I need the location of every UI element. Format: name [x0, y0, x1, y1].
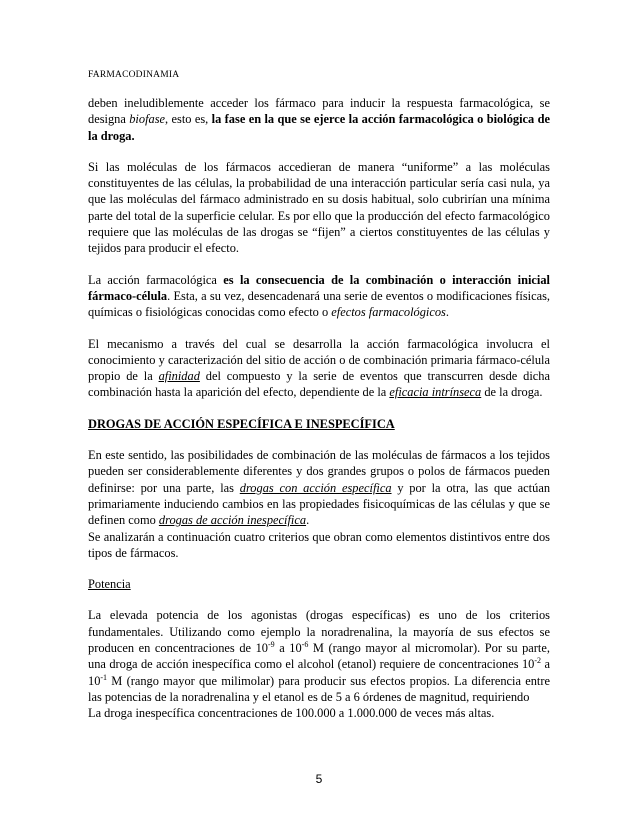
paragraph-mecanismo — [88, 336, 550, 401]
exponent: -6 — [301, 639, 309, 649]
exponent: -2 — [534, 656, 542, 666]
text-span: y por la otra, las que actúan primariamente induciendo cambios en las propiedades fisicoquímicas de las células y que se definen como — [88, 480, 551, 528]
text-span: El mecanismo a través del cual se desarrolla la acción farmacológica involucra el conocimiento y caracterización del sitio de acción o de combinación primaria fármaco-célula propio de la — [88, 336, 550, 384]
text-span: La acción farmacológica — [88, 272, 224, 287]
paragraph-grupos-farmacos — [88, 447, 550, 528]
page-number: 5 — [315, 772, 323, 786]
paragraph-potencia — [88, 607, 550, 705]
running-header: FARMACODINAMIA — [88, 70, 180, 80]
text-span: del compuesto y la serie de eventos que transcurren desde dicha combinación hasta la aparición del efecto, dependiente de la — [88, 369, 550, 400]
text-span: M (rango mayor al micromolar). Por su parte, una droga de acción inespecífica como el alcohol (etanol) requiere de concentraciones 10 — [88, 641, 550, 672]
exponent: -9 — [267, 639, 275, 649]
paragraph-criterios: Se analizarán a continuación cuatro criterios que obran como elementos distintivos entre dos tipos de fármacos. — [88, 529, 550, 560]
document-body — [88, 95, 550, 737]
text-span: , esto es, — [165, 112, 212, 127]
text-span: de la droga. — [481, 385, 543, 400]
text-span: . — [445, 305, 449, 320]
term-drogas-especificas: drogas con acción específica — [239, 480, 392, 495]
emphasis-definition: es la consecuencia de la combinación o interacción inicial fármaco-célula — [88, 272, 550, 303]
term-efectos-farmacologicos: efectos farmacológicos — [331, 305, 446, 320]
text-span: M (rango mayor que milimolar) para producir sus efectos propios. La diferencia entre las potencias de la noradrenalina y el etanol es de 5 a 6 órdenes de magnitud, requiriendo — [88, 673, 550, 704]
term-eficacia-intrinseca: eficacia intrínseca — [389, 385, 482, 400]
text-span: . — [306, 513, 310, 528]
exponent: -1 — [100, 672, 108, 682]
text-span: deben ineludiblemente acceder los fármaco para inducir la respuesta farmacológica, se designa — [88, 96, 550, 127]
term-drogas-inespecificas: drogas de acción inespecífica — [158, 513, 307, 528]
term-biofase: biofase — [129, 112, 166, 127]
paragraph-biofase — [88, 95, 550, 144]
paragraph-concentraciones: La droga inespecífica concentraciones de 100.000 a 1.000.000 de veces más altas. — [88, 706, 495, 721]
text-span: En este sentido, las posibilidades de combinación de las moléculas de fármacos a los tejidos pueden ser considerablemente diferentes y dos grandes grupos o polos de fármacos pueden definirse: por una parte, las — [88, 448, 550, 495]
paragraph-accion-farmacologica — [88, 272, 550, 321]
text-span: La elevada potencia de los agonistas (drogas específicas) es uno de los criterios fundamentales. Utilizando como ejemplo la noradrenalina, la mayoría de sus efectos se producen en concentraciones de 10 — [88, 608, 550, 656]
text-span: . Esta, a su vez, desencadenará una serie de eventos o modificaciones físicas, químicas o fisiológicas conocidas como efecto o — [88, 288, 550, 320]
emphasis-definition: la fase en la que se ejerce la acción farmacológica o biológica de la droga. — [88, 112, 550, 143]
text-span: a 10 — [274, 641, 302, 656]
subsection-heading: Potencia — [88, 577, 131, 592]
section-heading: DROGAS DE ACCIÓN ESPECÍFICA E INESPECÍFICA — [88, 416, 395, 431]
paragraph-fijacion: Si las moléculas de los fármacos accedieran de manera “uniforme” a las moléculas constituyentes de las células, la probabilidad de una interacción particular sería casi nula, ya que las moléculas del fármaco administrado en su dosis habitual, solo cubrirían una mínima parte del total de la superficie celular. Es por ello que la producción del efecto farmacológico requiere que las moléculas de las drogas se “fijen” a ciertos constituyentes de las células y tejidos para producir el efecto. — [88, 159, 550, 256]
term-afinidad: afinidad — [158, 369, 200, 384]
text-span: a 10 — [88, 657, 550, 688]
